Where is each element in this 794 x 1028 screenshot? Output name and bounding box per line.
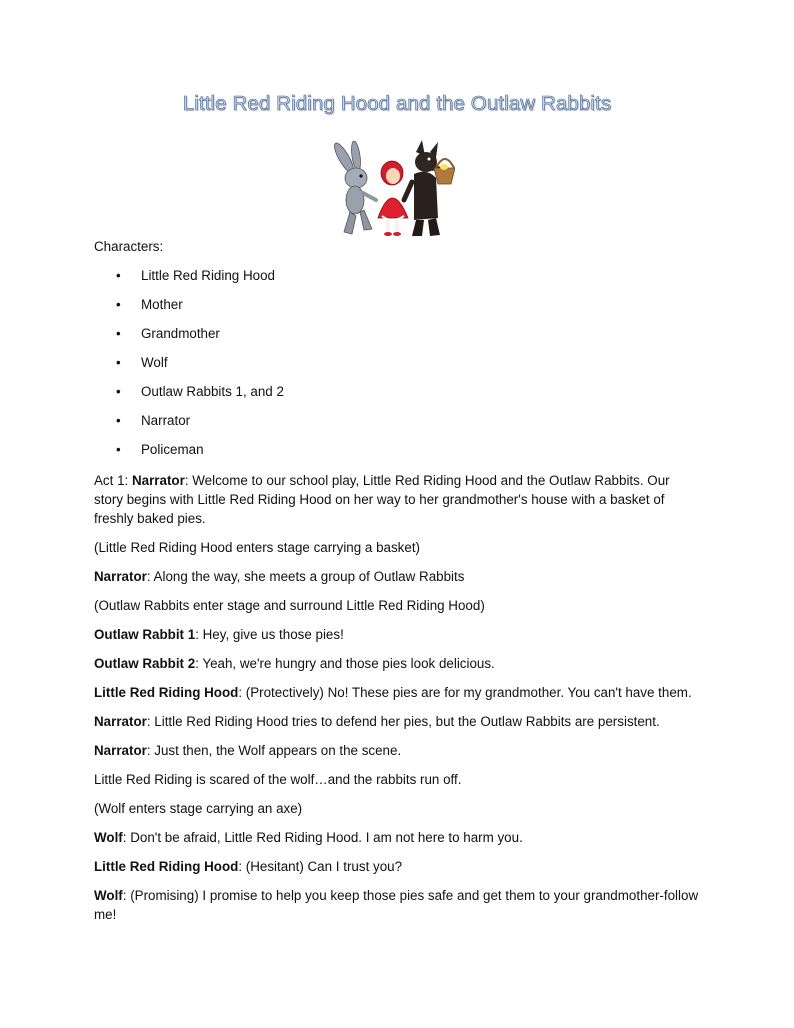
line-text: : Little Red Riding Hood tries to defend her pies, but the Outlaw Rabbits are persistent. [146, 714, 660, 729]
speaker-name: Outlaw Rabbit 1 [94, 627, 196, 642]
speaker-name: Wolf [94, 830, 123, 845]
character-name: Little Red Riding Hood [141, 268, 275, 283]
line-text: (Wolf enters stage carrying an axe) [94, 801, 303, 816]
rabbit-red-riding-hood-wolf-illustration [330, 138, 455, 240]
script-line [94, 857, 700, 876]
script-line [94, 625, 700, 644]
script-line [94, 799, 700, 818]
line-text: : Hey, give us those pies! [195, 627, 344, 642]
line-text: : (Protectively) No! These pies are for my grandmother. You can't have them. [238, 685, 692, 700]
act-label: Act 1: [94, 473, 132, 488]
script-line [94, 538, 700, 557]
script-line [94, 886, 700, 924]
character-item [0, 266, 400, 285]
character-name: Grandmother [141, 326, 220, 341]
script-line [94, 741, 700, 760]
line-text: : (Hesitant) Can I trust you? [238, 859, 403, 874]
bullet-icon: • [116, 355, 121, 370]
speaker-name: Little Red Riding Hood [94, 685, 239, 700]
character-item [0, 411, 400, 430]
line-text: : Don't be afraid, Little Red Riding Hood. I am not here to harm you. [122, 830, 523, 845]
script-line [94, 828, 700, 847]
character-item [0, 440, 400, 459]
speaker-name: Narrator [94, 569, 147, 584]
bullet-icon: • [116, 268, 121, 283]
script-line [94, 683, 700, 702]
speaker-name: Narrator [131, 473, 185, 488]
script-line [94, 596, 700, 615]
script-line [94, 770, 700, 789]
line-text: (Little Red Riding Hood enters stage carrying a basket) [94, 540, 421, 555]
line-text: : (Promising) I promise to help you keep those pies safe and get them to your grandmother-follow me! [94, 888, 699, 922]
rabbit-figure [331, 141, 376, 234]
bullet-icon: • [116, 413, 121, 428]
speaker-name: Little Red Riding Hood [94, 859, 239, 874]
line-text: (Outlaw Rabbits enter stage and surround Little Red Riding Hood) [94, 598, 485, 613]
speaker-name: Narrator [94, 743, 147, 758]
line-text: : Welcome to our school play, Little Red Riding Hood and the Outlaw Rabbits. Our story begins with Little Red Riding Hood on her way to her grandmother's house with a basket of freshly baked pies. [94, 473, 670, 526]
character-name: Outlaw Rabbits 1, and 2 [141, 384, 284, 399]
characters-label: Characters: [94, 239, 164, 254]
bullet-icon: • [116, 326, 121, 341]
character-name: Narrator [141, 413, 191, 428]
line-text: Little Red Riding is scared of the wolf…and the rabbits run off. [94, 772, 462, 787]
speaker-name: Narrator [94, 714, 147, 729]
character-name: Mother [141, 297, 183, 312]
character-name: Policeman [141, 442, 204, 457]
document-title: Little Red Riding Hood and the Outlaw Rabbits [182, 92, 612, 115]
bullet-icon: • [116, 297, 121, 312]
character-item [0, 295, 400, 314]
script-line [94, 567, 700, 586]
line-text: : Along the way, she meets a group of Outlaw Rabbits [146, 569, 465, 584]
bullet-icon: • [116, 384, 121, 399]
script-line [94, 712, 700, 731]
speaker-name: Outlaw Rabbit 2 [94, 656, 196, 671]
character-item [0, 382, 400, 401]
speaker-name: Wolf [94, 888, 123, 903]
character-item [0, 324, 400, 343]
character-item [0, 353, 400, 372]
character-name: Wolf [141, 355, 168, 370]
line-text: : Yeah, we're hungry and those pies look delicious. [195, 656, 495, 671]
bullet-icon: • [116, 442, 121, 457]
basket [434, 159, 455, 184]
script-line [94, 471, 700, 528]
wolf-figure [404, 140, 444, 236]
script-line [94, 654, 700, 673]
line-text: : Just then, the Wolf appears on the scene. [146, 743, 402, 758]
